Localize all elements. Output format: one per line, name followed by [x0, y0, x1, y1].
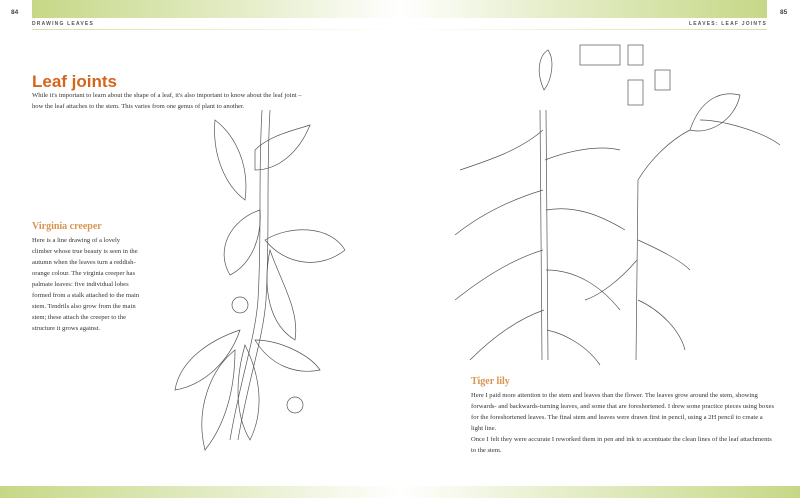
tiger-lily-heading: Tiger lily	[471, 376, 510, 387]
tiger-lily-text-2: Once I felt they were accurate I reworked them in pen and ink to accentuate the clean lines of the leaf attachments to the stem.	[471, 436, 772, 454]
virginia-creeper-drawing	[175, 110, 345, 450]
tiger-lily-text-1: Here I paid more attention to the stem and leaves than the flower. The leaves grow around the stem, showing forwards- and backwards-turning leaves, and some that are foreshortened. I drew some practice pieces using boxes for the foreshortened leaves. The final stem and leaves were drawn first in pencil, using a 2H pencil to create a light line.	[471, 392, 775, 432]
virginia-creeper-text: Here is a line drawing of a lovely climber whose true beauty is seen in the autumn when the leaves turn a reddish-orange colour. The virginia creeper has palmate leaves: five individual lobes formed from a stalk attached to the main stem. Tendrils also grow from the main stem; these attach the creeper to the structure it grows against.	[32, 237, 140, 332]
virginia-creeper-heading: Virginia creeper	[32, 221, 102, 232]
tiger-lily-drawing	[455, 45, 780, 365]
intro-text: While it's important to learn about the shape of a leaf, it's also important to know about the leaf joint – how the leaf attaches to the stem. This varies from one genus of plant to another.	[32, 92, 302, 110]
page-title: Leaf joints	[32, 72, 118, 91]
running-head-right: LEAVES: LEAF JOINTS	[689, 21, 767, 27]
running-head-left: DRAWING LEAVES	[32, 21, 94, 27]
page-number-left: 84	[11, 9, 19, 16]
page-number-right: 85	[780, 9, 788, 16]
